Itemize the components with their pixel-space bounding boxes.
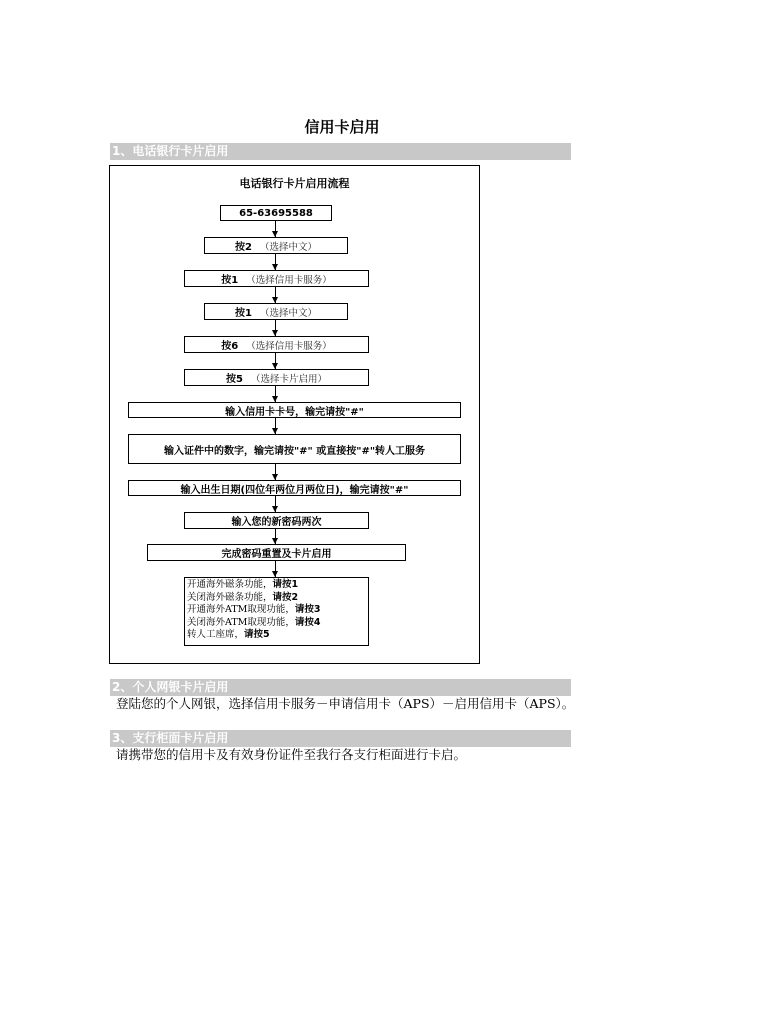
menu-option-text: 开通海外磁条功能，	[187, 579, 273, 590]
flow-step-enter-new-password	[184, 512, 369, 529]
section-header-online-banking: 2、个人网银卡片启用	[110, 679, 571, 696]
flow-step-complete	[147, 544, 406, 561]
menu-option-key: 请按2	[272, 591, 299, 603]
flow-step-label: 65-63695588	[239, 207, 313, 219]
menu-option-key: 请按4	[294, 616, 321, 628]
flow-step-note: （选择信用卡服务）	[246, 274, 332, 286]
menu-option-key: 请按5	[244, 629, 270, 640]
section-text-online-banking: 登陆您的个人网银，选择信用卡服务－申请信用卡（APS）－启用信用卡（APS）。	[116, 696, 575, 711]
menu-option	[187, 579, 366, 592]
section-header-branch-counter: 3、支行柜面卡片启用	[110, 730, 571, 747]
flow-step-note: （选择中文）	[259, 241, 317, 253]
overseas-options-box	[184, 577, 369, 646]
flow-step-press-1-card	[184, 270, 369, 287]
page-title: 信用卡启用	[304, 118, 380, 136]
flow-step-label: 按1	[235, 308, 252, 319]
menu-option-text: 关闭海外ATM取现功能，	[187, 616, 295, 628]
flow-step-enter-card-number	[128, 402, 461, 418]
menu-option	[187, 592, 366, 605]
flow-step-label: 输入出生日期(四位年两位月两位日)，输完请按"#"	[180, 484, 409, 496]
menu-option	[187, 604, 366, 617]
flow-step-label: 按2	[235, 242, 252, 253]
flow-step-label: 按6	[221, 341, 239, 352]
flow-step-press-2	[204, 237, 348, 254]
flow-step-label: 输入证件中的数字，输完请按"#" 或直接按"#"转人工服务	[163, 445, 426, 457]
menu-option-text: 转人工座席，	[187, 629, 245, 640]
section-header-phone-banking: 1、电话银行卡片启用	[110, 143, 571, 160]
flow-step-press-6	[184, 336, 369, 353]
section-text-branch-counter: 请携带您的信用卡及有效身份证件至我行各支行柜面进行卡启。	[116, 747, 467, 762]
flow-step-label: 输入信用卡卡号，输完请按"#"	[225, 406, 364, 418]
flow-step-press-1-chinese	[204, 303, 348, 320]
flow-step-note: （选择中文）	[259, 307, 317, 319]
flowchart-title: 电话银行卡片启用流程	[239, 177, 350, 190]
flow-step-note: （选择卡片启用）	[250, 373, 327, 385]
menu-option	[187, 617, 366, 630]
flow-step-label: 输入您的新密码两次	[231, 517, 322, 528]
flow-step-enter-birthdate	[128, 480, 461, 496]
flow-step-phone-number	[220, 205, 332, 221]
menu-option-text: 开通海外ATM取现功能，	[187, 604, 295, 615]
menu-option	[187, 629, 366, 642]
menu-option-key: 请按1	[272, 579, 299, 590]
flow-step-enter-id-digits	[128, 434, 461, 464]
flow-step-label: 完成密码重置及卡片启用	[221, 549, 332, 560]
flow-step-note: （选择信用卡服务）	[246, 340, 332, 352]
menu-option-key: 请按3	[294, 604, 321, 615]
menu-option-text: 关闭海外磁条功能，	[187, 591, 273, 603]
flow-step-label: 按5	[226, 374, 243, 385]
flow-step-press-5	[184, 369, 369, 386]
flow-step-label: 按1	[221, 275, 239, 286]
